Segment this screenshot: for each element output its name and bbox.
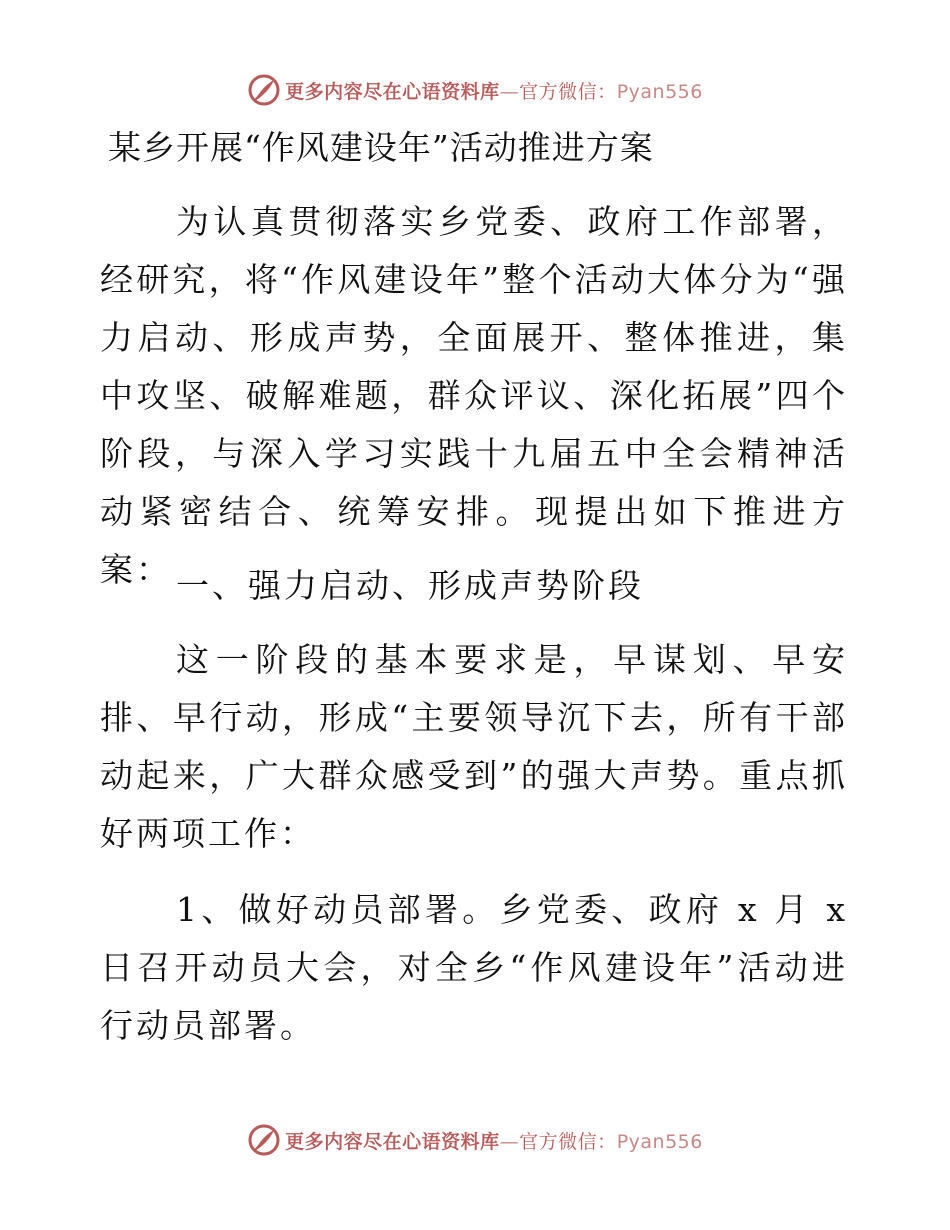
paragraph-intro: 为认真贯彻落实乡党委、政府工作部署，经研究，将“作风建设年”整个活动大体分为“强力启动、形成声势，全面展开、整体推进，集中攻坚、破解难题，群众评议、深化拓展”四个阶段，与深入学习实践十九届五中全会精神活动紧密结合、统筹安排。现提出如下推进方案：	[100, 202, 848, 589]
paragraph-stage-1-requirements: 这一阶段的基本要求是，早谋划、早安排、早行动，形成“主要领导沉下去，所有干部动起来，广大群众感受到”的强大声势。重点抓好两项工作：	[100, 640, 848, 853]
document-title: 某乡开展“作风建设年”活动推进方案	[108, 128, 654, 167]
watermark-text: 更多内容尽在心语资料库—官方微信：Pyan556	[285, 1130, 703, 1153]
feather-pen-logo-icon	[247, 1123, 281, 1157]
watermark-banner-bottom	[0, 1120, 950, 1160]
watermark-banner-top	[0, 70, 950, 110]
watermark-text: 更多内容尽在心语资料库—官方微信：Pyan556	[285, 80, 703, 103]
paragraph-item-1: 1、做好动员部署。乡党委、政府 x 月 x 日召开动员大会，对全乡“作风建设年”活动进行动员部署。	[100, 890, 848, 1045]
feather-pen-logo-icon	[247, 73, 281, 107]
section-heading-1: 一、强力启动、形成声势阶段	[176, 566, 644, 605]
